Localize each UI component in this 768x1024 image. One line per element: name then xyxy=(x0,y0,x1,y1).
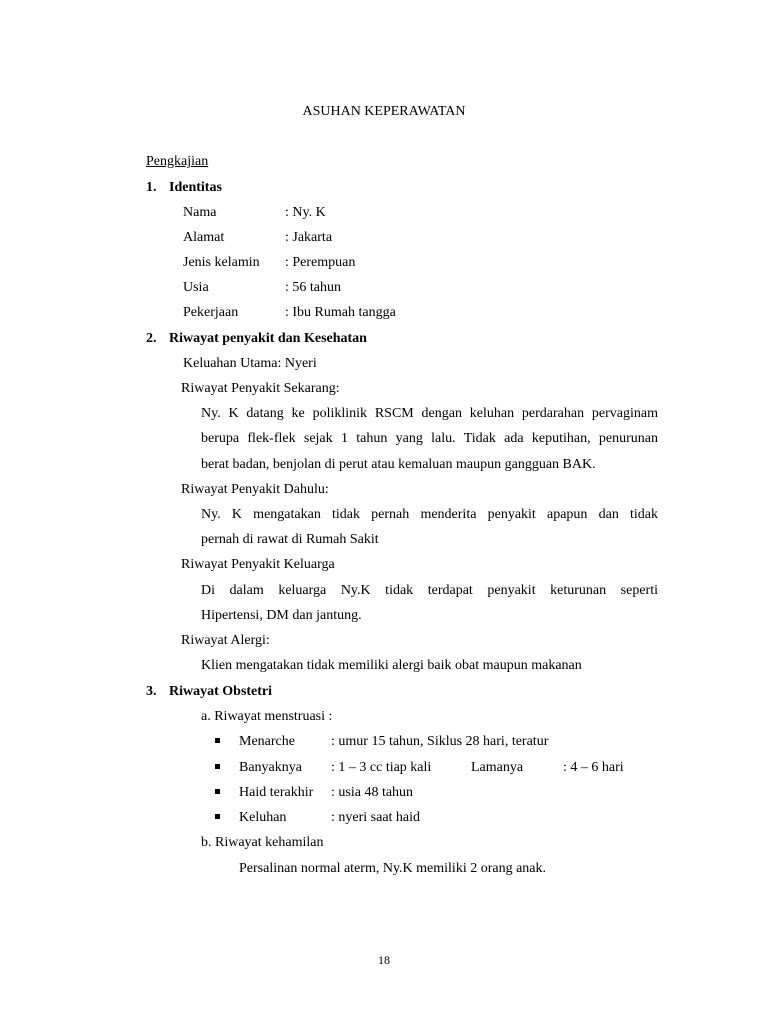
identity-label-alamat: Alamat xyxy=(183,230,225,245)
identity-label-pekerjaan: Pekerjaan xyxy=(183,305,239,320)
text-riwayat-kehamilan: Persalinan normal aterm, Ny.K memiliki 2 orang anak. xyxy=(239,861,547,876)
label-riwayat-kehamilan: b. Riwayat kehamilan xyxy=(201,835,324,850)
section-number-obstetri: 3. xyxy=(146,684,157,699)
menstruasi-label-menarche: Menarche xyxy=(239,734,295,749)
menstruasi-value-lamanya: : 4 – 6 hari xyxy=(563,760,624,775)
identity-label-nama: Nama xyxy=(183,205,217,220)
menstruasi-label-lamanya: Lamanya xyxy=(471,760,524,775)
identity-value-jenis-kelamin: : Perempuan xyxy=(285,255,356,270)
text-riwayat-keluarga-line-1: Di dalam keluarga Ny.K tidak terdapat penyakit keturunan seperti xyxy=(201,583,658,598)
identity-value-pekerjaan: : Ibu Rumah tangga xyxy=(285,305,396,320)
section-number-riwayat: 2. xyxy=(146,331,157,346)
label-riwayat-alergi: Riwayat Alergi: xyxy=(181,633,270,648)
menstruasi-label-banyaknya: Banyaknya xyxy=(239,760,302,775)
identity-value-usia: : 56 tahun xyxy=(285,280,341,295)
bullet-square-icon xyxy=(215,814,220,819)
menstruasi-label-haid-terakhir: Haid terakhir xyxy=(239,785,314,800)
menstruasi-value-banyaknya: : 1 – 3 cc tiap kali xyxy=(331,760,432,775)
section-pengkajian: Pengkajian xyxy=(146,154,209,169)
bullet-square-icon xyxy=(215,764,220,769)
text-riwayat-keluarga-line-2: Hipertensi, DM dan jantung. xyxy=(201,608,362,623)
identity-label-usia: Usia xyxy=(183,280,209,295)
text-riwayat-sekarang-line-3: berat badan, benjolan di perut atau kemaluan maupun gangguan BAK. xyxy=(201,457,596,472)
text-riwayat-sekarang-line-1: Ny. K datang ke poliklinik RSCM dengan keluhan perdarahan pervaginam xyxy=(201,406,658,421)
menstruasi-value-menarche: : umur 15 tahun, Siklus 28 hari, teratur xyxy=(331,734,549,749)
menstruasi-value-haid-terakhir: : usia 48 tahun xyxy=(331,785,414,800)
bullet-square-icon xyxy=(215,738,220,743)
text-riwayat-alergi: Klien mengatakan tidak memiliki alergi baik obat maupun makanan xyxy=(201,658,582,673)
heading-riwayat: Riwayat penyakit dan Kesehatan xyxy=(169,331,367,346)
page-title: ASUHAN KEPERAWATAN xyxy=(302,104,466,119)
text-riwayat-dahulu-line-1: Ny. K mengatakan tidak pernah menderita penyakit apapun dan tidak xyxy=(201,507,658,522)
label-riwayat-menstruasi: a. Riwayat menstruasi : xyxy=(201,709,333,724)
identity-value-nama: : Ny. K xyxy=(285,205,326,220)
menstruasi-value-keluhan: : nyeri saat haid xyxy=(331,810,421,825)
heading-identitas: Identitas xyxy=(169,180,222,195)
page-number: 18 xyxy=(378,953,390,967)
identity-value-alamat: : Jakarta xyxy=(285,230,333,245)
bullet-square-icon xyxy=(215,789,220,794)
keluhan-utama: Keluahan Utama: Nyeri xyxy=(183,356,317,371)
identity-label-jenis-kelamin: Jenis kelamin xyxy=(183,255,260,270)
label-riwayat-sekarang: Riwayat Penyakit Sekarang: xyxy=(181,381,340,396)
label-riwayat-keluarga: Riwayat Penyakit Keluarga xyxy=(181,557,335,572)
label-riwayat-dahulu: Riwayat Penyakit Dahulu: xyxy=(181,482,329,497)
menstruasi-label-keluhan: Keluhan xyxy=(239,810,287,825)
text-riwayat-dahulu-line-2: pernah di rawat di Rumah Sakit xyxy=(201,532,379,547)
section-number-identitas: 1. xyxy=(146,180,157,195)
heading-obstetri: Riwayat Obstetri xyxy=(169,684,273,699)
text-riwayat-sekarang-line-2: berupa flek-flek sejak 1 tahun yang lalu. Tidak ada keputihan, penurunan xyxy=(201,431,658,446)
